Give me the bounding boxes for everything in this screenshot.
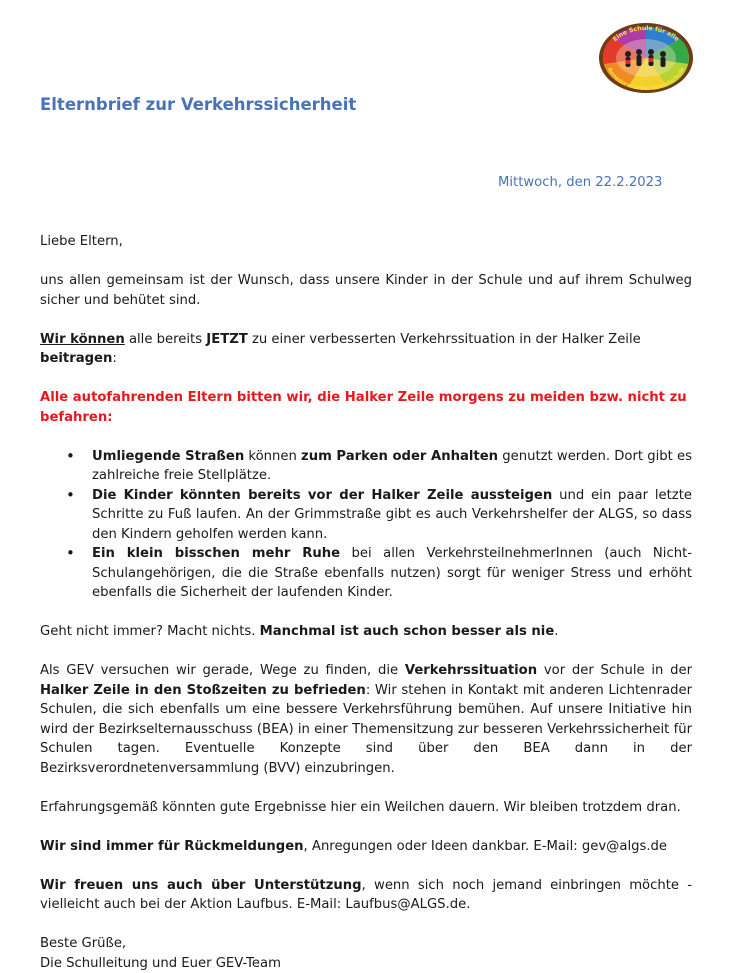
- emphasis-text: Wir können: [40, 332, 125, 347]
- body-text: Als GEV versuchen wir gerade, Wege zu finden, die: [40, 663, 405, 678]
- closing: [40, 934, 692, 973]
- closing-greeting: Beste Grüße,: [40, 934, 692, 954]
- gev-email-link[interactable]: gev@algs.de: [582, 839, 667, 854]
- body-text: , Anregungen oder Ideen dankbar. E-Mail:: [304, 839, 582, 854]
- body-text: : Wir stehen in Kontakt mit anderen Lichtenrader Schulen, die sich ebenfalls um eine bessere Verkehrsführung bemühen. Auf unsere Initiative hin wird der Bezirkselternausschuss (BEA) in einer Themensitzung zur besseren Verkehrssicherheit für Schulen tagen. Eventuelle Konzepte sind über den BEA dann in der Bezirksverordnetenversammlung (BVV) einzubringen.: [40, 683, 692, 776]
- body-text: und ein paar letzte Schritte zu Fuß laufen. An der Grimmstraße gibt es auch Verkehrshelfer der ALGS, so dass den Kindern geholfen werden kann.: [92, 488, 692, 542]
- emphasis-text: Halker Zeile in den Stoßzeiten zu befrieden: [40, 683, 366, 698]
- call-to-action-paragraph: [40, 330, 692, 369]
- closing-signature: Die Schulleitung und Euer GEV-Team: [40, 954, 692, 973]
- recommendation-list: [40, 447, 692, 603]
- list-item: [92, 447, 692, 486]
- support-paragraph: [40, 876, 692, 915]
- emphasis-text: Manchmal ist auch schon besser als nie: [260, 624, 555, 639]
- laufbus-email-link[interactable]: Laufbus@ALGS.de: [345, 897, 466, 912]
- gev-paragraph: [40, 661, 692, 778]
- body-text: , wenn sich noch jemand einbringen möchte - vielleicht auch bei der Aktion Laufbus. E-Mail:: [40, 878, 692, 913]
- body-text: bei allen VerkehrsteilnehmerInnen (auch Nicht-Schulangehörigen, die die Straße ebenfalls nutzen) sorgt für weniger Stress und erhöht ebenfalls die Sicherheit der laufenden Kinder.: [92, 546, 692, 600]
- body-text: .: [466, 897, 470, 912]
- logo-text-top: Eine Schule für alle: [612, 25, 681, 43]
- school-logo: [598, 22, 694, 94]
- emphasis-text: JETZT: [206, 332, 247, 347]
- request-highlight: Alle autofahrenden Eltern bitten wir, die Halker Zeile morgens zu meiden bzw. nicht zu befahren:: [40, 388, 692, 427]
- emphasis-text: beitragen: [40, 351, 112, 366]
- body-text: können: [244, 449, 301, 464]
- list-item: [92, 486, 692, 545]
- list-item: [92, 544, 692, 603]
- salutation: Liebe Eltern,: [40, 232, 692, 252]
- body-text: .: [554, 624, 558, 639]
- letter-body: [40, 232, 692, 973]
- body-text: vor der Schule in der: [537, 663, 692, 678]
- emphasis-text: Umliegende Straßen: [92, 449, 244, 464]
- letter-title: Elternbrief zur Verkehrssicherheit: [40, 95, 356, 114]
- emphasis-text: Wir freuen uns auch über Unterstützung: [40, 878, 362, 893]
- emphasis-text: Die Kinder könnten bereits vor der Halker Zeile aussteigen: [92, 488, 552, 503]
- letter-date: Mittwoch, den 22.2.2023: [498, 175, 662, 190]
- body-text: :: [112, 351, 116, 366]
- logo-text-bottom: Annedore-Leber-Grundschule: [606, 67, 687, 92]
- emphasis-text: Verkehrssituation: [405, 663, 537, 678]
- emphasis-text: zum Parken oder Anhalten: [301, 449, 498, 464]
- reassurance-paragraph: [40, 622, 692, 642]
- emphasis-text: Ein klein bisschen mehr Ruhe: [92, 546, 340, 561]
- body-text: alle bereits: [125, 332, 207, 347]
- emphasis-text: Wir sind immer für Rückmeldungen: [40, 839, 304, 854]
- intro-paragraph: uns allen gemeinsam ist der Wunsch, dass unsere Kinder in der Schule und auf ihrem Schulweg sicher und behütet sind.: [40, 271, 692, 310]
- body-text: Geht nicht immer? Macht nichts.: [40, 624, 260, 639]
- feedback-paragraph: [40, 837, 692, 857]
- body-text: zu einer verbesserten Verkehrssituation in der Halker Zeile: [248, 332, 641, 347]
- body-text: genutzt werden. Dort gibt es zahlreiche freie Stellplätze.: [92, 449, 692, 484]
- experience-paragraph: Erfahrungsgemäß könnten gute Ergebnisse hier ein Weilchen dauern. Wir bleiben trotzdem dran.: [40, 798, 692, 818]
